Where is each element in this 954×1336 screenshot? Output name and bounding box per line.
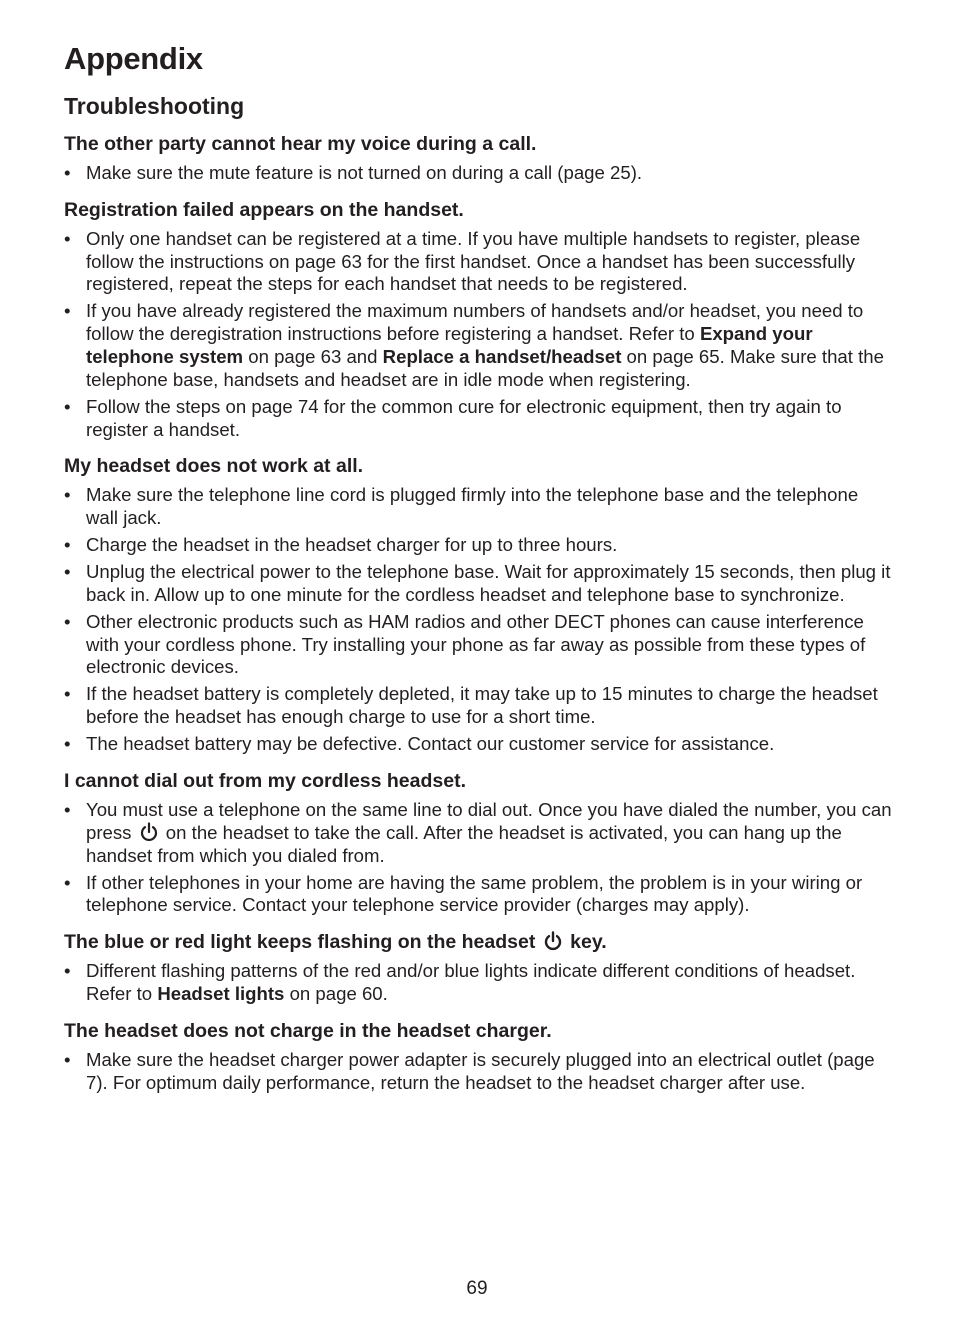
power-icon [139,822,159,842]
list-item [64,300,894,391]
list-item: • Other electronic products such as HAM radios and other DECT phones can cause interference with your cordless phone. Try installing your phone as far away as possible from these types of electronic devices. [64,611,894,679]
reference-link-text: Expand your telephone system [86,323,813,367]
troubleshooting-topic [64,769,894,917]
list-item: • Charge the headset in the headset charger for up to three hours. [64,534,894,557]
list-item: • Make sure the mute feature is not turned on during a call (page 25). [64,162,894,185]
topic-heading: The other party cannot hear my voice during a call. [64,133,537,155]
troubleshooting-topic [64,198,894,442]
heading-text: key. [564,931,607,954]
item-text: on page 60. [284,983,388,1005]
topic-heading: My headset does not work at all. [64,455,364,478]
troubleshooting-topic [64,454,894,756]
list-item: • Unplug the electrical power to the telephone base. Wait for approximately 15 seconds, then plug it back in. Allow up to one minute for the cordless headset and telephone base to synchronize. [64,561,894,607]
list-item: • If the headset battery is completely depleted, it may take up to 15 minutes to charge the headset before the headset has enough charge to use for a short time. [64,683,894,729]
reference-link-text: Headset lights [157,983,285,1005]
troubleshooting-topic [64,930,894,1006]
troubleshooting-topic [64,132,894,185]
reference-link-text: Replace a handset/headset [382,345,622,367]
list-item: • Make sure the telephone line cord is plugged firmly into the telephone base and the telephone wall jack. [64,484,894,530]
list-item: • Only one handset can be registered at a time. If you have multiple handsets to register, please follow the instructions on page 63 for the first handset. Once a handset has been successfully registered, repeat the steps for each handset that needs to be registered. [64,228,894,296]
item-text: on the headset to take the call. After the headset is activated, you can hang up the handset from which you dialed from. [86,821,842,866]
topic-heading: The headset does not charge in the headset charger. [64,1019,552,1042]
topic-heading: Registration failed appears on the handset. [64,198,464,221]
topic-heading: I cannot dial out from my cordless headset. [64,770,467,793]
document-page [64,40,894,1094]
heading-text: The blue or red light keeps flashing on the headset [64,931,541,954]
item-text: If you have already registered the maximum numbers of handsets and/or headset, you need to follow the deregistration instructions before registering a handset. Refer to [86,300,864,345]
bullet-list [64,960,894,1006]
bullet-list [64,799,894,917]
power-icon [543,931,563,951]
bullet-list [64,1049,894,1095]
list-item: • If other telephones in your home are having the same problem, the problem is in your wiring or telephone service. Contact your telephone service provider (charges may apply). [64,872,894,918]
item-text: on page 65. Make sure that the telephone base, handsets and headset are in idle mode when registering. [86,345,884,390]
item-text: on page 63 and [243,345,383,367]
list-item: • Make sure the headset charger power adapter is securely plugged into an electrical outlet (page 7). For optimum daily performance, return the headset to the headset charger after use. [64,1049,894,1095]
list-item: • The headset battery may be defective. Contact our customer service for assistance. [64,733,894,756]
page-title: Appendix [64,41,203,76]
bullet-list [64,162,894,185]
item-text: Different flashing patterns of the red and/or blue lights indicate different conditions of headset. Refer to [86,960,856,1005]
topic-heading [64,930,894,954]
bullet-list [64,484,894,756]
troubleshooting-topic [64,1019,894,1095]
item-text: You must use a telephone on the same line to dial out. Once you have dialed the number, you can press [86,799,892,843]
bullet-list [64,228,894,442]
list-item: • Follow the steps on page 74 for the common cure for electronic equipment, then try again to register a handset. [64,396,894,442]
list-item [64,960,894,1006]
page-number: 69 [466,1278,488,1299]
list-item [64,799,894,867]
section-title: Troubleshooting [64,93,245,119]
